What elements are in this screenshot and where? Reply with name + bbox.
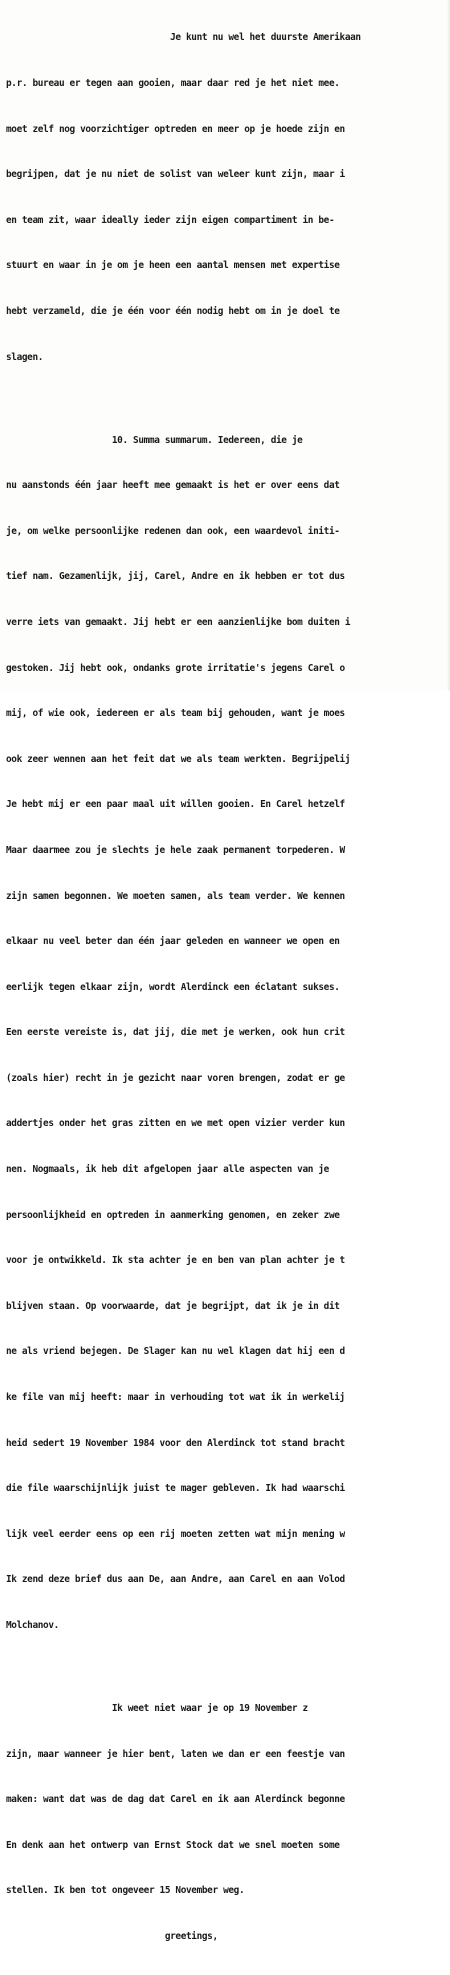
letter-line: ne als vriend bejegen. De Slager kan nu wel klagen dat hij een d: [6, 1346, 345, 1358]
letter-line: begrijpen, dat je nu niet de solist van weleer kunt zijn, maar i: [6, 169, 345, 181]
letter-line: mij, of wie ook, iedereen er als team bij gehouden, want je moes: [6, 708, 345, 720]
letter-line: En denk aan het ontwerp van Ernst Stock dat we snel moeten some: [6, 1839, 340, 1851]
letter-line: en team zit, waar ideally ieder zijn eigen compartiment in be-: [6, 214, 335, 226]
letter-line: zijn, maar wanneer je hier bent, laten we dan er een feestje van: [6, 1748, 345, 1760]
letter-line: blijven staan. Op voorwaarde, dat je begrijpt, dat ik je in dit: [6, 1300, 340, 1312]
letter-line: 10. Summa summarum. Iedereen, die je: [6, 434, 303, 446]
letter-line: stellen. Ik ben tot ongeveer 15 November weg.: [6, 1885, 245, 1897]
letter-line: zijn samen begonnen. We moeten samen, als team verder. We kennen: [6, 890, 345, 902]
letter-line: heid sedert 19 November 1984 voor den Alerdinck tot stand bracht: [6, 1437, 345, 1449]
letter-line: (zoals hier) recht in je gezicht naar voren brengen, zodat er ge: [6, 1072, 345, 1084]
typed-letter-body: [6, 0, 446, 1975]
letter-line: verre iets van gemaakt. Jij hebt er een aanzienlijke bom duiten i: [6, 616, 351, 628]
letter-line: gestoken. Jij hebt ook, ondanks grote irritatie's jegens Carel o: [6, 662, 345, 674]
letter-line: eerlijk tegen elkaar zijn, wordt Alerdinck een éclatant sukses.: [6, 981, 340, 993]
letter-line: Maar daarmee zou je slechts je hele zaak permanent torpederen. W: [6, 844, 345, 856]
letter-line: slagen.: [6, 351, 44, 363]
letter-line: Je hebt mij er een paar maal uit willen gooien. En Carel hetzelf: [6, 799, 345, 811]
letter-line: Ik weet niet waar je op 19 November z: [6, 1703, 308, 1714]
paragraph-gap: [6, 1664, 446, 1671]
letter-line: tief nam. Gezamenlijk, jij, Carel, Andre en ik hebben er tot dus: [6, 571, 345, 583]
letter-line: stuurt en waar in je om je heen een aantal mensen met expertise: [6, 260, 340, 272]
letter-line: die file waarschijnlijk juist te mager gebleven. Ik had waarschi: [6, 1483, 345, 1495]
letter-line: elkaar nu veel beter dan één jaar geleden en wanneer we open en: [6, 936, 340, 948]
letter-line: lijk veel eerder eens op een rij moeten zetten wat mijn mening w: [6, 1528, 345, 1540]
letter-line: persoonlijkheid en optreden in aanmerking genomen, en zeker zwe: [6, 1209, 340, 1221]
letter-line: ke file van mij heeft: maar in verhouding tot wat ik in werkelij: [6, 1392, 345, 1404]
letter-line: Je kunt nu wel het duurste Amerikaan: [6, 32, 361, 44]
letter-line: nu aanstonds één jaar heeft mee gemaakt is het er over eens dat: [6, 480, 340, 492]
letter-line: moet zelf nog voorzichtiger optreden en meer op je hoede zijn en: [6, 123, 345, 135]
letter-line: je, om welke persoonlijke redenen dan ook, een waardevol initi-: [6, 525, 340, 537]
letter-line: voor je ontwikkeld. Ik sta achter je en ben van plan achter je t: [6, 1255, 345, 1267]
letter-line: Molchanov.: [6, 1620, 59, 1631]
paragraph-gap: [6, 395, 446, 402]
letter-line: ook zeer wennen aan het feit dat we als team werkten. Begrijpelij: [6, 753, 351, 765]
letter-line: Een eerste vereiste is, dat jij, die met je werken, ook hun crit: [6, 1027, 345, 1039]
letter-line: maken: want dat was de dag dat Carel en ik aan Alerdinck begonne: [6, 1794, 345, 1806]
letter-line: addertjes onder het gras zitten en we met open vizier verder kun: [6, 1118, 345, 1130]
letter-line: nen. Nogmaals, ik heb dit afgelopen jaar alle aspecten van je: [6, 1164, 329, 1176]
letter-line: p.r. bureau er tegen aan gooien, maar daar red je het niet mee.: [6, 78, 340, 89]
letter-closing: greetings,: [6, 1930, 218, 1942]
letter-line: hebt verzameld, die je één voor één nodig hebt om in je doel te: [6, 305, 340, 317]
letter-line: Ik zend deze brief dus aan De, aan Andre, aan Carel en aan Volod: [6, 1574, 345, 1586]
